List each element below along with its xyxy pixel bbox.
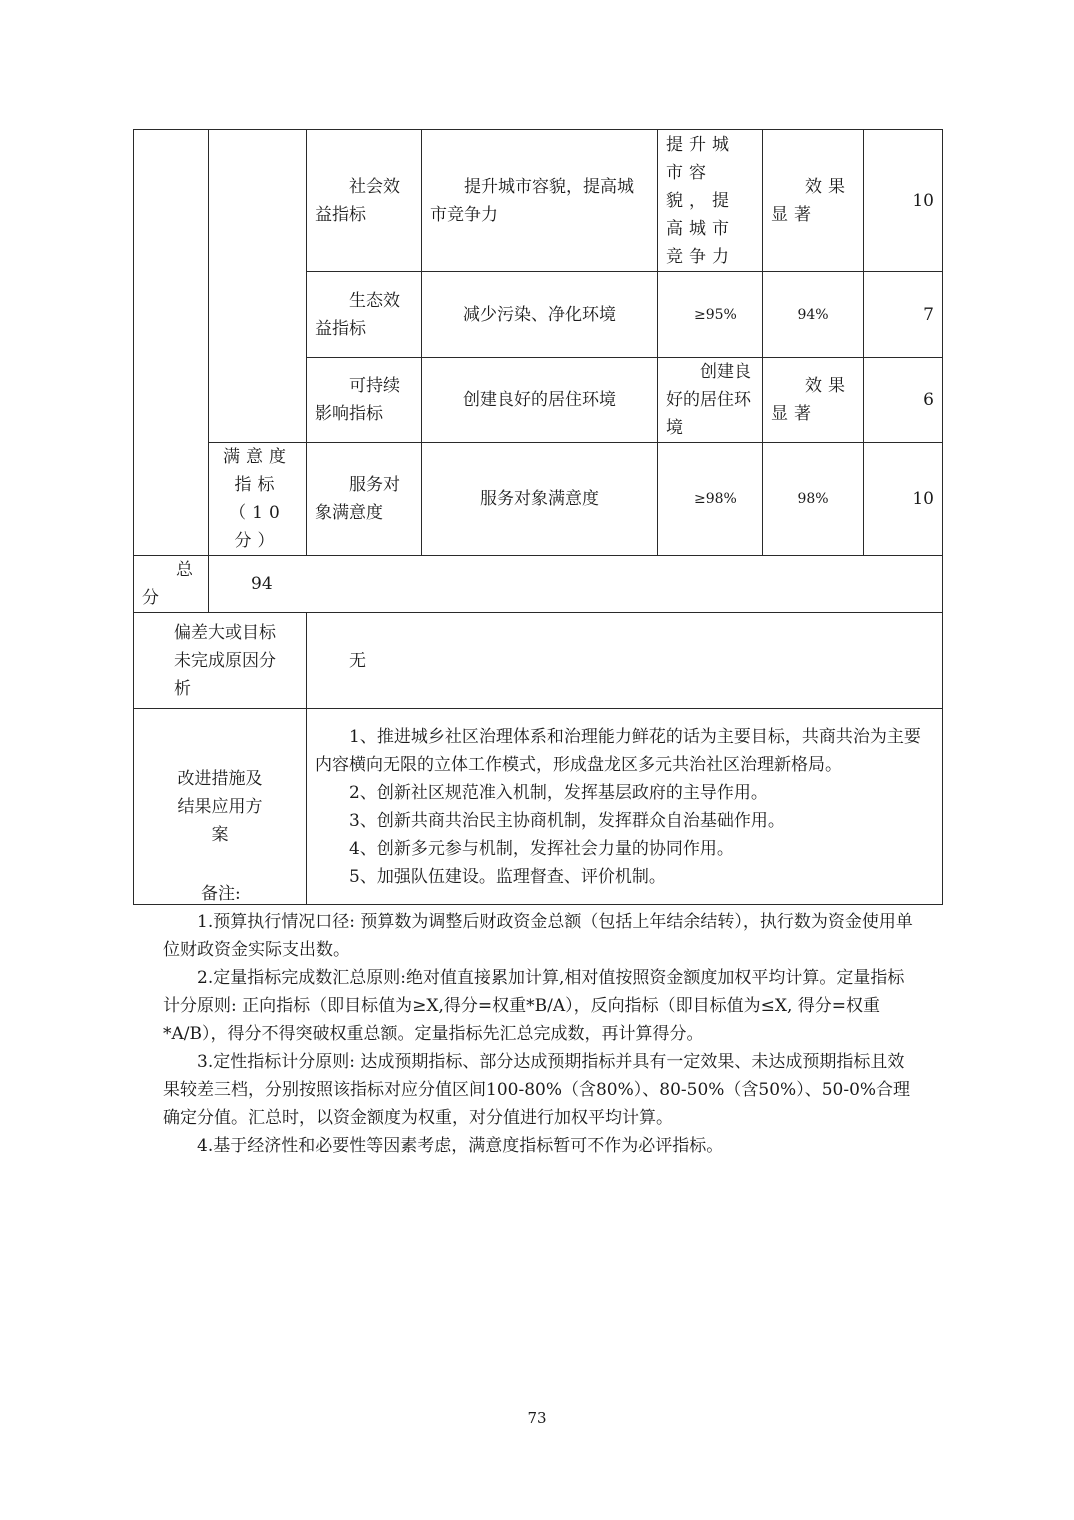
note-item: 1.预算执行情况口径: 预算数为调整后财政资金总额（包括上年结余结转），执行数为资金使用单位财政资金实际支出数。	[163, 912, 913, 960]
actual-value-cell: 98%	[763, 443, 864, 556]
performance-evaluation-table	[133, 129, 943, 905]
target-value-cell: 创建良好的居住环境	[658, 358, 763, 443]
score-cell: 6	[864, 358, 943, 443]
actual-value-cell: 94%	[763, 272, 864, 358]
table-row	[134, 130, 943, 272]
tertiary-indicator-cell: 提升城市容貌，提高城市竞争力	[422, 130, 658, 272]
notes-section	[163, 880, 919, 1160]
primary-indicator-cell-empty	[134, 130, 209, 556]
improvement-measures-content	[307, 709, 943, 905]
actual-value-cell: 效果显著	[763, 358, 864, 443]
measure-item: 3、创新共商共治民主协商机制，发挥群众自治基础作用。	[349, 810, 785, 831]
target-value-cell: ≥95%	[658, 272, 763, 358]
measure-item: 4、创新多元参与机制，发挥社会力量的协同作用。	[349, 838, 734, 859]
actual-value-cell: 效果显著	[763, 130, 864, 272]
measure-item: 5、加强队伍建设。监理督查、评价机制。	[349, 866, 666, 887]
tertiary-indicator-cell: 减少污染、净化环境	[422, 272, 658, 358]
note-item: 4.基于经济性和必要性等因素考虑，满意度指标暂可不作为必评指标。	[197, 1136, 724, 1156]
tertiary-indicator-cell: 服务对象满意度	[422, 443, 658, 556]
measure-item: 2、创新社区规范准入机制，发挥基层政府的主导作用。	[349, 782, 768, 803]
tertiary-indicator-cell: 创建良好的居住环境	[422, 358, 658, 443]
target-value-cell: 提升城市容貌，提高城市竞争力	[658, 130, 763, 272]
secondary-indicator-cell: 社会效益指标	[307, 130, 422, 272]
page-number: 73	[527, 1409, 547, 1427]
score-cell: 7	[864, 272, 943, 358]
deviation-analysis-label: 偏差大或目标未完成原因分析	[134, 613, 307, 709]
improvement-measures-label: 改进措施及结果应用方案	[134, 709, 307, 905]
table-row-total	[134, 556, 943, 613]
target-value-cell: ≥98%	[658, 443, 763, 556]
table-row	[134, 443, 943, 556]
note-item: 2.定量指标完成数汇总原则:绝对值直接累加计算,相对值按照资金额度加权平均计算。定量指标计分原则: 正向指标（即目标值为≥X,得分=权重*B/A），反向指标（即目标值为≤X, 得分=权重*A/B），得分不得突破权重总额。定量指标先汇总完成数，再计算得分。	[163, 968, 905, 1044]
measure-item: 1、推进城乡社区治理体系和治理能力鲜花的话为主要目标，共商共治为主要内容横向无限的立体工作模式，形成盘龙区多元共治社区治理新格局。	[315, 726, 921, 775]
secondary-indicator-cell: 生态效益指标	[307, 272, 422, 358]
score-cell: 10	[864, 443, 943, 556]
primary-indicator-cell: 满意度指标（10分）	[209, 443, 307, 556]
score-cell: 10	[864, 130, 943, 272]
secondary-indicator-cell: 服务对象满意度	[307, 443, 422, 556]
secondary-indicator-cell: 可持续影响指标	[307, 358, 422, 443]
total-score-label: 总分	[134, 556, 209, 613]
notes-label: 备注:	[201, 884, 241, 904]
total-score-value: 94	[209, 556, 943, 613]
table-row-deviation	[134, 613, 943, 709]
note-item: 3.定性指标计分原则: 达成预期指标、部分达成预期指标并具有一定效果、未达成预期指标且效果较差三档，分别按照该指标对应分值区间100-80%（含80%）、80-50%（含50%）、50-0%合理确定分值。汇总时，以资金额度为权重，对分值进行加权平均计算。	[163, 1052, 911, 1128]
table-row-measures	[134, 709, 943, 905]
primary-indicator-cell-empty	[209, 130, 307, 443]
deviation-analysis-value: 无	[307, 613, 943, 709]
